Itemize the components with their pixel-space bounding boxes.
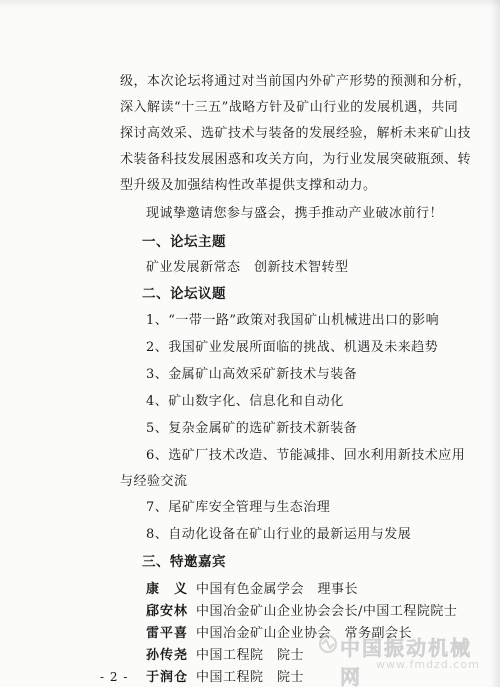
guest-role: 中国工程院 院士 — [196, 648, 305, 663]
section-heading-guests: 三、特邀嘉宾 — [142, 554, 226, 570]
guest-name: 于润仓 — [146, 670, 189, 685]
guest-name: 康 义 — [146, 582, 189, 597]
watermark-url: www.fmdzd.com — [376, 658, 480, 671]
topic-item: 5、复杂金属矿的选矿新技术新装备 — [146, 421, 358, 436]
guest-name: 雷平喜 — [146, 626, 189, 641]
intro-line: 型升级及加强结构性改革提供支撑和动力。 — [120, 178, 377, 193]
topic-item: 3、金属矿山高效采矿新技术与装备 — [146, 367, 358, 382]
guest-name: 孙传尧 — [146, 648, 189, 663]
intro-line: 术装备科技发展困惑和攻关方向，为行业发展突破瓶颈、转 — [120, 152, 472, 167]
guest-role: 中国冶金矿山企业协会会长/中国工程院院士 — [196, 604, 458, 619]
topic-item: 1、“一带一路”政策对我国矿山机械进出口的影响 — [146, 313, 440, 328]
topic-item-continuation: 与经验交流 — [120, 474, 188, 489]
topic-item: 6、选矿厂技术改造、节能减排、回水利用新技术应用 — [146, 448, 466, 463]
intro-line: 级，本次论坛将通过对当前国内外矿产形势的预测和分析， — [120, 74, 472, 89]
forum-theme: 矿业发展新常态 创新技术智转型 — [146, 260, 349, 275]
topic-item: 8、自动化设备在矿山行业的最新运用与发展 — [146, 527, 412, 542]
intro-line: 深入解读“十三五”战略方针及矿山行业的发展机遇，共同 — [120, 100, 459, 115]
section-heading-theme: 一、论坛主题 — [142, 234, 226, 250]
topic-item: 4、矿山数字化、信息化和自动化 — [146, 394, 344, 409]
site-watermark — [318, 632, 488, 689]
guest-name: 郈安林 — [146, 604, 189, 619]
guest-role: 中国有色金属学会 理事长 — [196, 582, 359, 597]
guest-role: 中国工程院 院士 — [196, 670, 305, 685]
guest-role: 中国冶金矿山企业协会 常务副会长 — [196, 626, 413, 641]
watermark-logo-icon — [318, 634, 338, 654]
intro-line: 探讨高效采、选矿技术与装备的发展经验，解析未来矿山技 — [120, 126, 472, 141]
section-heading-topics: 二、论坛议题 — [142, 286, 226, 302]
topic-item: 7、尾矿库安全管理与生态治理 — [146, 500, 331, 515]
topic-item: 2、我国矿业发展所面临的挑战、机遇及未来趋势 — [146, 340, 439, 355]
page-number: - 2 - — [100, 670, 129, 684]
invite-text: 现诚挚邀请您参与盛会，携手推动产业破冰前行！ — [146, 206, 444, 221]
watermark-title: 中国振动机械网 — [340, 636, 472, 689]
